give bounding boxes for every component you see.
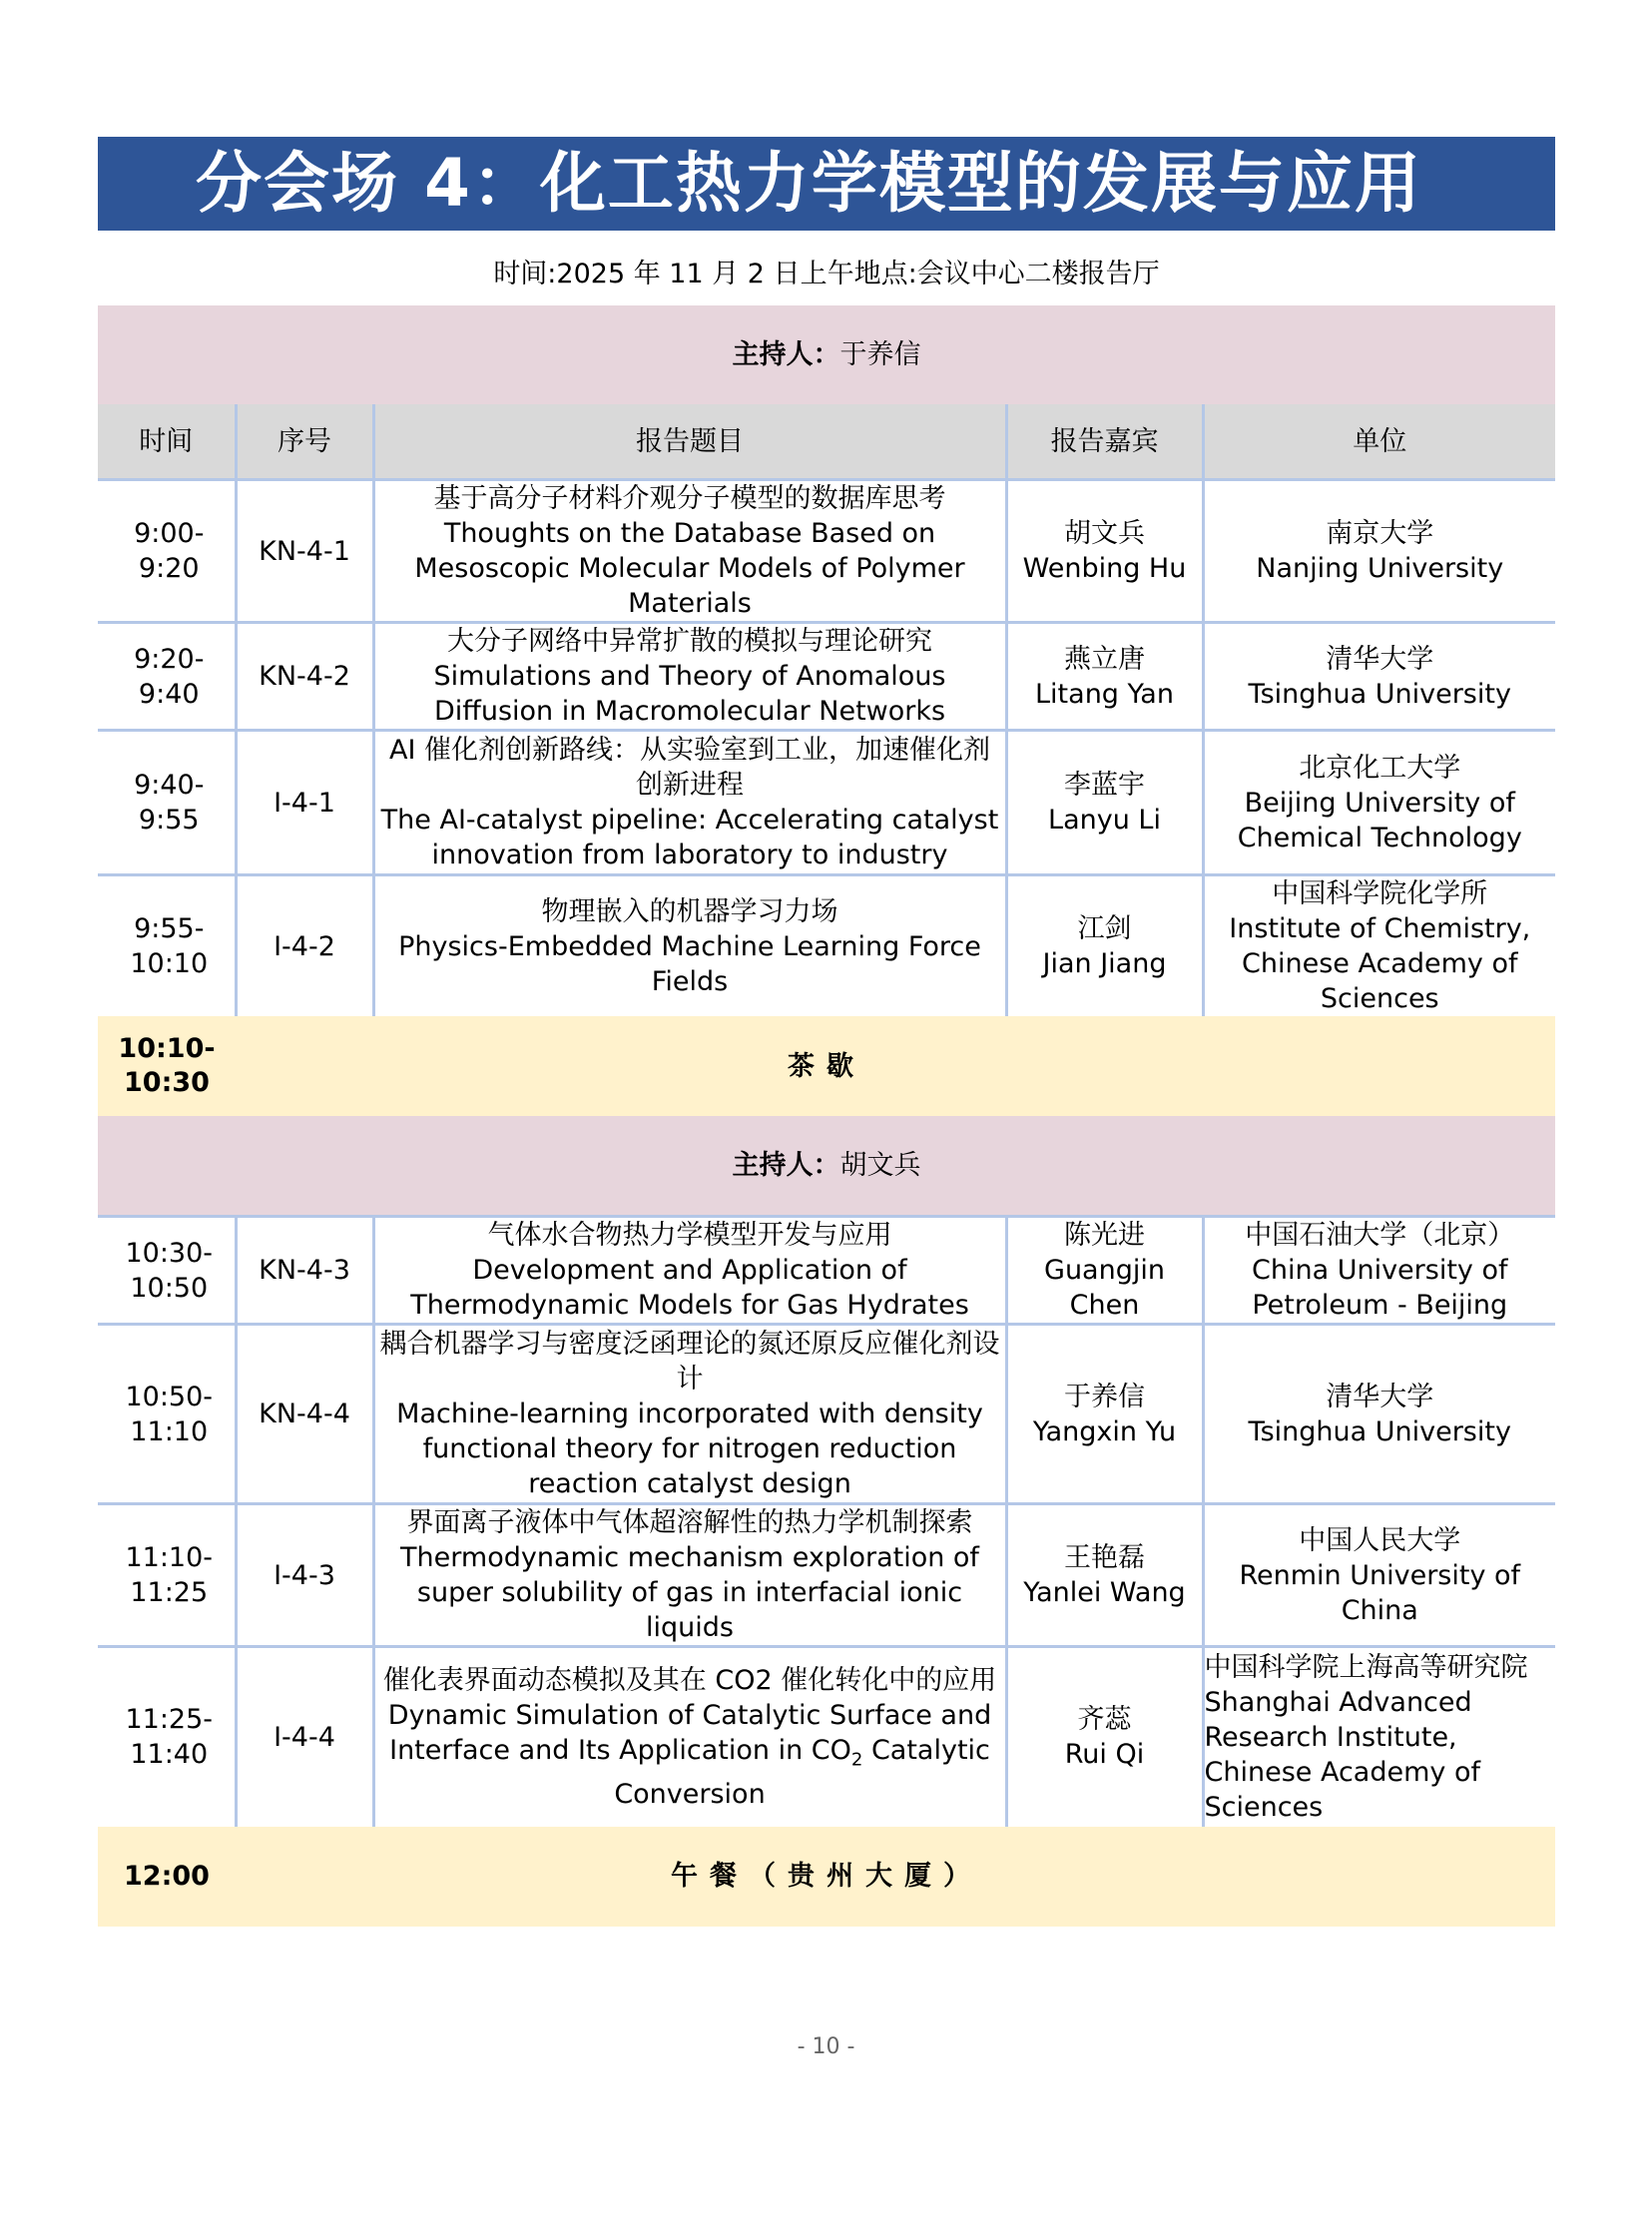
time-cell: 9:40- 9:55 — [98, 731, 236, 875]
schedule-table — [98, 305, 1555, 1927]
id-cell: I-4-4 — [236, 1647, 373, 1827]
id-cell: KN-4-2 — [236, 623, 373, 731]
title-en: Machine-learning incorporated with density functional theory for nitrogen reduction reaction catalyst design — [396, 1399, 983, 1499]
host-row — [98, 305, 1555, 404]
table-row — [98, 1504, 1555, 1647]
title-cell — [373, 623, 1006, 731]
break-label: 茶歇 — [236, 1016, 1555, 1116]
speaker-cn: 李蓝宇 — [1064, 770, 1145, 801]
time-cell: 10:50- 11:10 — [98, 1325, 236, 1504]
speaker-cell — [1006, 1504, 1203, 1647]
id-cell: I-4-2 — [236, 875, 373, 1017]
speaker-cn: 江剑 — [1077, 913, 1132, 944]
title-en: Development and Application of Thermodynamic Models for Gas Hydrates — [410, 1255, 969, 1321]
unit-cn: 北京化工大学 — [1299, 752, 1461, 784]
table-row — [98, 480, 1555, 623]
host-name: 胡文兵 — [839, 1150, 921, 1181]
speaker-cn: 陈光进 — [1064, 1220, 1145, 1251]
title-cn: 耦合机器学习与密度泛函理论的氮还原反应催化剂设计 — [379, 1329, 1000, 1395]
time-cell: 11:25- 11:40 — [98, 1647, 236, 1827]
time-cell: 9:20- 9:40 — [98, 623, 236, 731]
speaker-cn: 王艳磊 — [1064, 1542, 1145, 1573]
title-cn: 催化表界面动态模拟及其在 CO2 催化转化中的应用 — [382, 1664, 997, 1696]
title-cn: 物理嵌入的机器学习力场 — [541, 895, 838, 927]
unit-cn: 清华大学 — [1326, 643, 1434, 675]
id-cell: KN-4-1 — [236, 480, 373, 623]
table-row — [98, 731, 1555, 875]
time-cell: 9:00- 9:20 — [98, 480, 236, 623]
title-cn: 大分子网络中异常扩散的模拟与理论研究 — [447, 626, 932, 657]
speaker-cn: 于养信 — [1064, 1381, 1145, 1412]
unit-cell — [1203, 1647, 1555, 1827]
host-name: 于养信 — [839, 339, 921, 370]
unit-cell — [1203, 623, 1555, 731]
unit-cn: 清华大学 — [1326, 1381, 1434, 1412]
page-number: - 10 - — [797, 2034, 855, 2059]
title-en: Physics-Embedded Machine Learning Force Fields — [398, 930, 981, 997]
header-speaker: 报告嘉宾 — [1006, 404, 1203, 480]
unit-cell — [1203, 1217, 1555, 1325]
unit-en: Tsinghua University — [1248, 678, 1511, 710]
time-cell: 11:10- 11:25 — [98, 1504, 236, 1647]
unit-cn: 中国人民大学 — [1299, 1524, 1461, 1556]
unit-cn: 中国科学院化学所 — [1272, 878, 1488, 909]
host-label: 主持人： — [732, 1150, 840, 1181]
unit-cell — [1203, 875, 1555, 1017]
unit-cn: 南京大学 — [1326, 518, 1434, 549]
speaker-cn: 燕立唐 — [1064, 643, 1145, 675]
session-title-bar — [98, 137, 1555, 231]
speaker-en: Yanlei Wang — [1023, 1577, 1186, 1608]
title-cell — [373, 875, 1006, 1017]
id-cell: KN-4-3 — [236, 1217, 373, 1325]
lunch-row — [98, 1827, 1555, 1927]
unit-en: Beijing University of Chemical Technology — [1237, 787, 1522, 853]
title-en: The AI-catalyst pipeline: Accelerating catalyst innovation from laboratory to industry — [380, 805, 999, 870]
unit-cell — [1203, 480, 1555, 623]
title-en: Dynamic Simulation of Catalytic Surface and Interface and Its Application in $CO_2$ Catalytic Conversion — [387, 1699, 992, 1810]
unit-cell — [1203, 1325, 1555, 1504]
speaker-en: Lanyu Li — [1048, 805, 1161, 836]
title-cell — [373, 1504, 1006, 1647]
unit-en: Renmin University of China — [1239, 1559, 1521, 1626]
speaker-cell — [1006, 875, 1203, 1017]
speaker-cell — [1006, 731, 1203, 875]
session-time-location: 时间:2025 年 11 月 2 日上午地点:会议中心二楼报告厅 — [493, 259, 1160, 289]
unit-en: China University of Petroleum - Beijing — [1252, 1255, 1508, 1321]
speaker-en: Wenbing Hu — [1022, 553, 1187, 584]
title-en: Thoughts on the Database Based on Mesoscopic Molecular Models of Polymer Materials — [414, 518, 965, 619]
title-cn: 气体水合物热力学模型开发与应用 — [487, 1220, 892, 1251]
title-cn: AI 催化剂创新路线：从实验室到工业，加速催化剂创新进程 — [388, 735, 990, 801]
speaker-en: Rui Qi — [1064, 1739, 1145, 1771]
id-cell: KN-4-4 — [236, 1325, 373, 1504]
speaker-cn: 齐蕊 — [1077, 1704, 1132, 1736]
header-unit: 单位 — [1203, 404, 1555, 480]
header-time: 时间 — [98, 404, 236, 480]
title-cn: 基于高分子材料介观分子模型的数据库思考 — [433, 483, 946, 514]
unit-en: Nanjing University — [1256, 553, 1504, 584]
lunch-time: 12:00 — [98, 1827, 236, 1927]
unit-en: Tsinghua University — [1248, 1415, 1511, 1447]
speaker-cell — [1006, 1217, 1203, 1325]
title-en: Simulations and Theory of Anomalous Diffusion in Macromolecular Networks — [433, 661, 946, 727]
speaker-cell — [1006, 480, 1203, 623]
speaker-en: Litang Yan — [1035, 678, 1174, 710]
table-row — [98, 1325, 1555, 1504]
time-cell: 9:55- 10:10 — [98, 875, 236, 1017]
speaker-en: Jian Jiang — [1042, 948, 1167, 979]
table-row — [98, 1217, 1555, 1325]
speaker-cn: 胡文兵 — [1064, 518, 1145, 549]
lunch-label: 午餐（贵州大厦） — [236, 1827, 1555, 1927]
host-row — [98, 1116, 1555, 1217]
title-cell — [373, 480, 1006, 623]
header-number: 序号 — [236, 404, 373, 480]
speaker-cell — [1006, 623, 1203, 731]
tea-break-row — [98, 1016, 1555, 1116]
title-cn: 界面离子液体中气体超溶解性的热力学机制探索 — [406, 1507, 973, 1538]
host-label: 主持人： — [732, 339, 840, 370]
speaker-en: Guangjin Chen — [1044, 1255, 1165, 1321]
title-en: Thermodynamic mechanism exploration of super solubility of gas in interfacial ionic liquids — [400, 1542, 979, 1643]
title-cell — [373, 1325, 1006, 1504]
table-header-row — [98, 404, 1555, 480]
session-title: 分会场 4：化工热力学模型的发展与应用 — [196, 145, 1422, 222]
unit-cn: 中国科学院上海高等研究院 — [1204, 1651, 1528, 1683]
unit-cn: 中国石油大学（北京） — [1245, 1220, 1515, 1251]
table-row — [98, 623, 1555, 731]
table-row — [98, 1647, 1555, 1827]
table-row — [98, 875, 1555, 1017]
speaker-cell — [1006, 1325, 1203, 1504]
unit-en: Institute of Chemistry, Chinese Academy of Sciences — [1229, 913, 1531, 1014]
header-title: 报告题目 — [373, 404, 1006, 480]
time-cell: 10:30- 10:50 — [98, 1217, 236, 1325]
title-cell — [373, 731, 1006, 875]
speaker-en: Yangxin Yu — [1032, 1415, 1177, 1447]
unit-cell — [1203, 731, 1555, 875]
title-cell — [373, 1647, 1006, 1827]
title-cell — [373, 1217, 1006, 1325]
unit-en: Shanghai Advanced Research Institute, Chinese Academy of Sciences — [1204, 1686, 1480, 1823]
unit-cell — [1203, 1504, 1555, 1647]
id-cell: I-4-1 — [236, 731, 373, 875]
break-time: 10:10- 10:30 — [98, 1016, 236, 1116]
speaker-cell — [1006, 1647, 1203, 1827]
id-cell: I-4-3 — [236, 1504, 373, 1647]
